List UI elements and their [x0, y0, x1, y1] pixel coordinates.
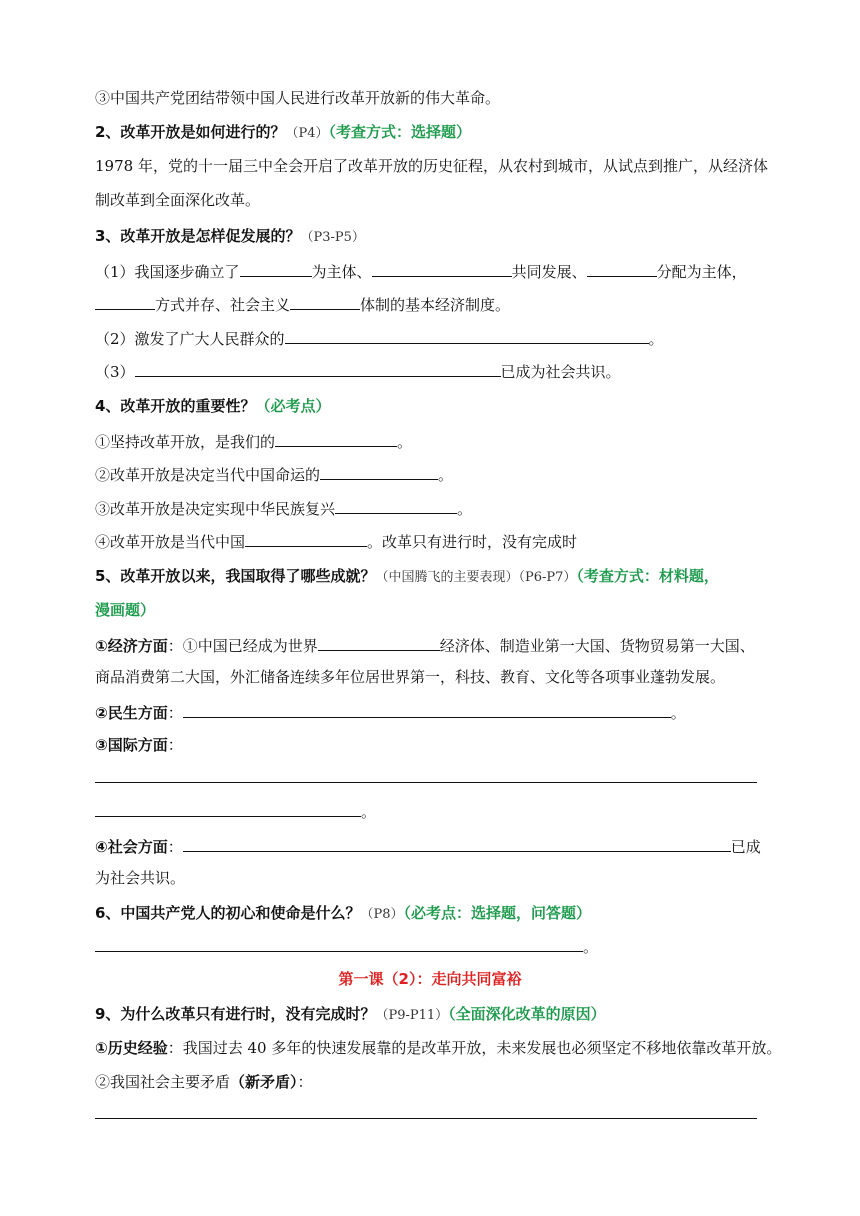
question-2: [95, 122, 471, 144]
blank[interactable]: [320, 463, 438, 480]
question-title: 9、为什么改革只有进行时，没有完成时？: [95, 1005, 376, 1023]
question-5: [95, 566, 719, 588]
text-line: 1978 年，党的十一届三中全会开启了改革开放的历史征程，从农村到城市，从试点到推广，从经济体: [95, 157, 768, 175]
blank[interactable]: [335, 497, 457, 514]
label: ①历史经验: [95, 1039, 168, 1057]
text: ②改革开放是决定当代中国命运的: [95, 466, 321, 484]
text: （2）激发了广大人民群众的: [95, 330, 285, 348]
label: ①经济方面: [95, 637, 168, 655]
question-6: [95, 903, 591, 925]
punct: 。: [361, 803, 377, 821]
label: ④社会方面: [95, 838, 168, 856]
text: ④改革开放是当代中国: [95, 533, 246, 551]
text: 。: [397, 433, 413, 451]
page-ref: （P4）: [285, 126, 329, 141]
text: 已成为社会共识。: [500, 363, 621, 381]
label: ③国际方面: [95, 736, 168, 754]
text: ：: [167, 704, 183, 722]
answer-line[interactable]: [95, 1118, 757, 1119]
text-line: [95, 1038, 781, 1058]
blank[interactable]: [245, 530, 367, 547]
fill-line: [95, 430, 412, 452]
exam-note: 漫画题）: [95, 601, 156, 619]
section-heading: 第一课（2）：走向共同富裕: [338, 970, 522, 988]
answer-line[interactable]: [95, 816, 361, 817]
exam-note: （考查方式：材料题，: [576, 567, 719, 585]
blank[interactable]: [285, 327, 649, 344]
text-line: 制改革到全面深化改革。: [95, 191, 261, 209]
fill-line: [95, 293, 510, 315]
text: 分配为主体，: [656, 263, 747, 281]
text: 共同发展、: [511, 263, 587, 281]
fill-line: [95, 497, 472, 519]
blank[interactable]: [135, 360, 501, 377]
exam-note: （必考点：选择题，问答题）: [403, 904, 591, 922]
text: 。: [438, 466, 454, 484]
fill-line: [95, 260, 747, 282]
page-ref: （中国腾飞的主要表现）（P6-P7）: [375, 570, 577, 585]
blank[interactable]: [318, 634, 440, 651]
text: 。改革只有进行时，没有完成时: [367, 533, 578, 551]
fill-line: [95, 835, 761, 857]
question-title: 6、中国共产党人的初心和使命是什么？: [95, 904, 361, 922]
text: 为主体、: [311, 263, 372, 281]
text: ：: [297, 1073, 313, 1091]
blank[interactable]: [587, 260, 657, 277]
text: ③改革开放是决定实现中华民族复兴: [95, 500, 336, 518]
fill-line: [95, 634, 755, 656]
section-title: [0, 969, 860, 989]
text-line: 商品消费第二大国，外汇储备连续多年位居世界第一，科技、教育、文化等各项事业蓬勃发展。: [95, 668, 726, 686]
question-title: 3、改革开放是怎样促发展的？: [95, 227, 301, 245]
question-3: [95, 226, 365, 248]
page-ref: （P9-P11）: [375, 1008, 449, 1023]
answer-line[interactable]: [95, 782, 757, 783]
label: （新矛盾）: [230, 1073, 298, 1091]
text-line: 为社会共识。: [95, 869, 186, 887]
text-line: ③中国共产党团结带领中国人民进行改革开放新的伟大革命。: [95, 89, 501, 107]
question-title: 4、改革开放的重要性？: [95, 397, 256, 415]
question-9: [95, 1004, 606, 1026]
exam-note: （必考点）: [255, 397, 331, 415]
blank[interactable]: [95, 293, 155, 310]
fill-line: [95, 530, 577, 552]
text: ②我国社会主要矛盾: [95, 1073, 231, 1091]
text: 体制的基本经济制度。: [360, 296, 511, 314]
blank[interactable]: [183, 835, 731, 852]
text: 经济体、制造业第一大国、货物贸易第一大国、: [439, 637, 755, 655]
exam-note: （全面深化改革的原因）: [448, 1005, 606, 1023]
answer-line[interactable]: [95, 951, 583, 952]
punct: 。: [583, 938, 599, 956]
text: ：: [167, 838, 183, 856]
blank[interactable]: [240, 260, 312, 277]
text: ：: [167, 736, 183, 754]
question-title: 2、改革开放是如何进行的？: [95, 123, 286, 141]
question-title: 5、改革开放以来，我国取得了哪些成就？: [95, 567, 376, 585]
fill-line: [95, 327, 664, 349]
exam-note: （考查方式：选择题）: [328, 123, 471, 141]
blank[interactable]: [275, 430, 397, 447]
text: ①坚持改革开放，是我们的: [95, 433, 276, 451]
text: （3）: [95, 363, 135, 381]
fill-line: [95, 735, 183, 755]
fill-line: [95, 701, 686, 723]
page-ref: （P8）: [360, 907, 404, 922]
page-ref: （P3-P5）: [300, 230, 365, 245]
text: 方式并存、社会主义: [155, 296, 291, 314]
text: 。: [670, 704, 686, 722]
blank[interactable]: [372, 260, 512, 277]
text: （1）我国逐步确立了: [95, 263, 240, 281]
text: ：我国过去 40 多年的快速发展靠的是改革开放，未来发展也必须坚定不移地依靠改革开放。: [167, 1039, 782, 1057]
text: 已成: [730, 838, 761, 856]
text-line: [95, 1072, 313, 1092]
blank[interactable]: [183, 701, 671, 718]
fill-line: [95, 463, 453, 485]
text: ：①中国已经成为世界: [167, 637, 318, 655]
question-4: [95, 396, 330, 416]
text: 。: [457, 500, 473, 518]
blank[interactable]: [290, 293, 360, 310]
text: 。: [648, 330, 664, 348]
fill-line: [95, 360, 621, 382]
label: ②民生方面: [95, 704, 168, 722]
exam-note-cont: [95, 600, 155, 620]
